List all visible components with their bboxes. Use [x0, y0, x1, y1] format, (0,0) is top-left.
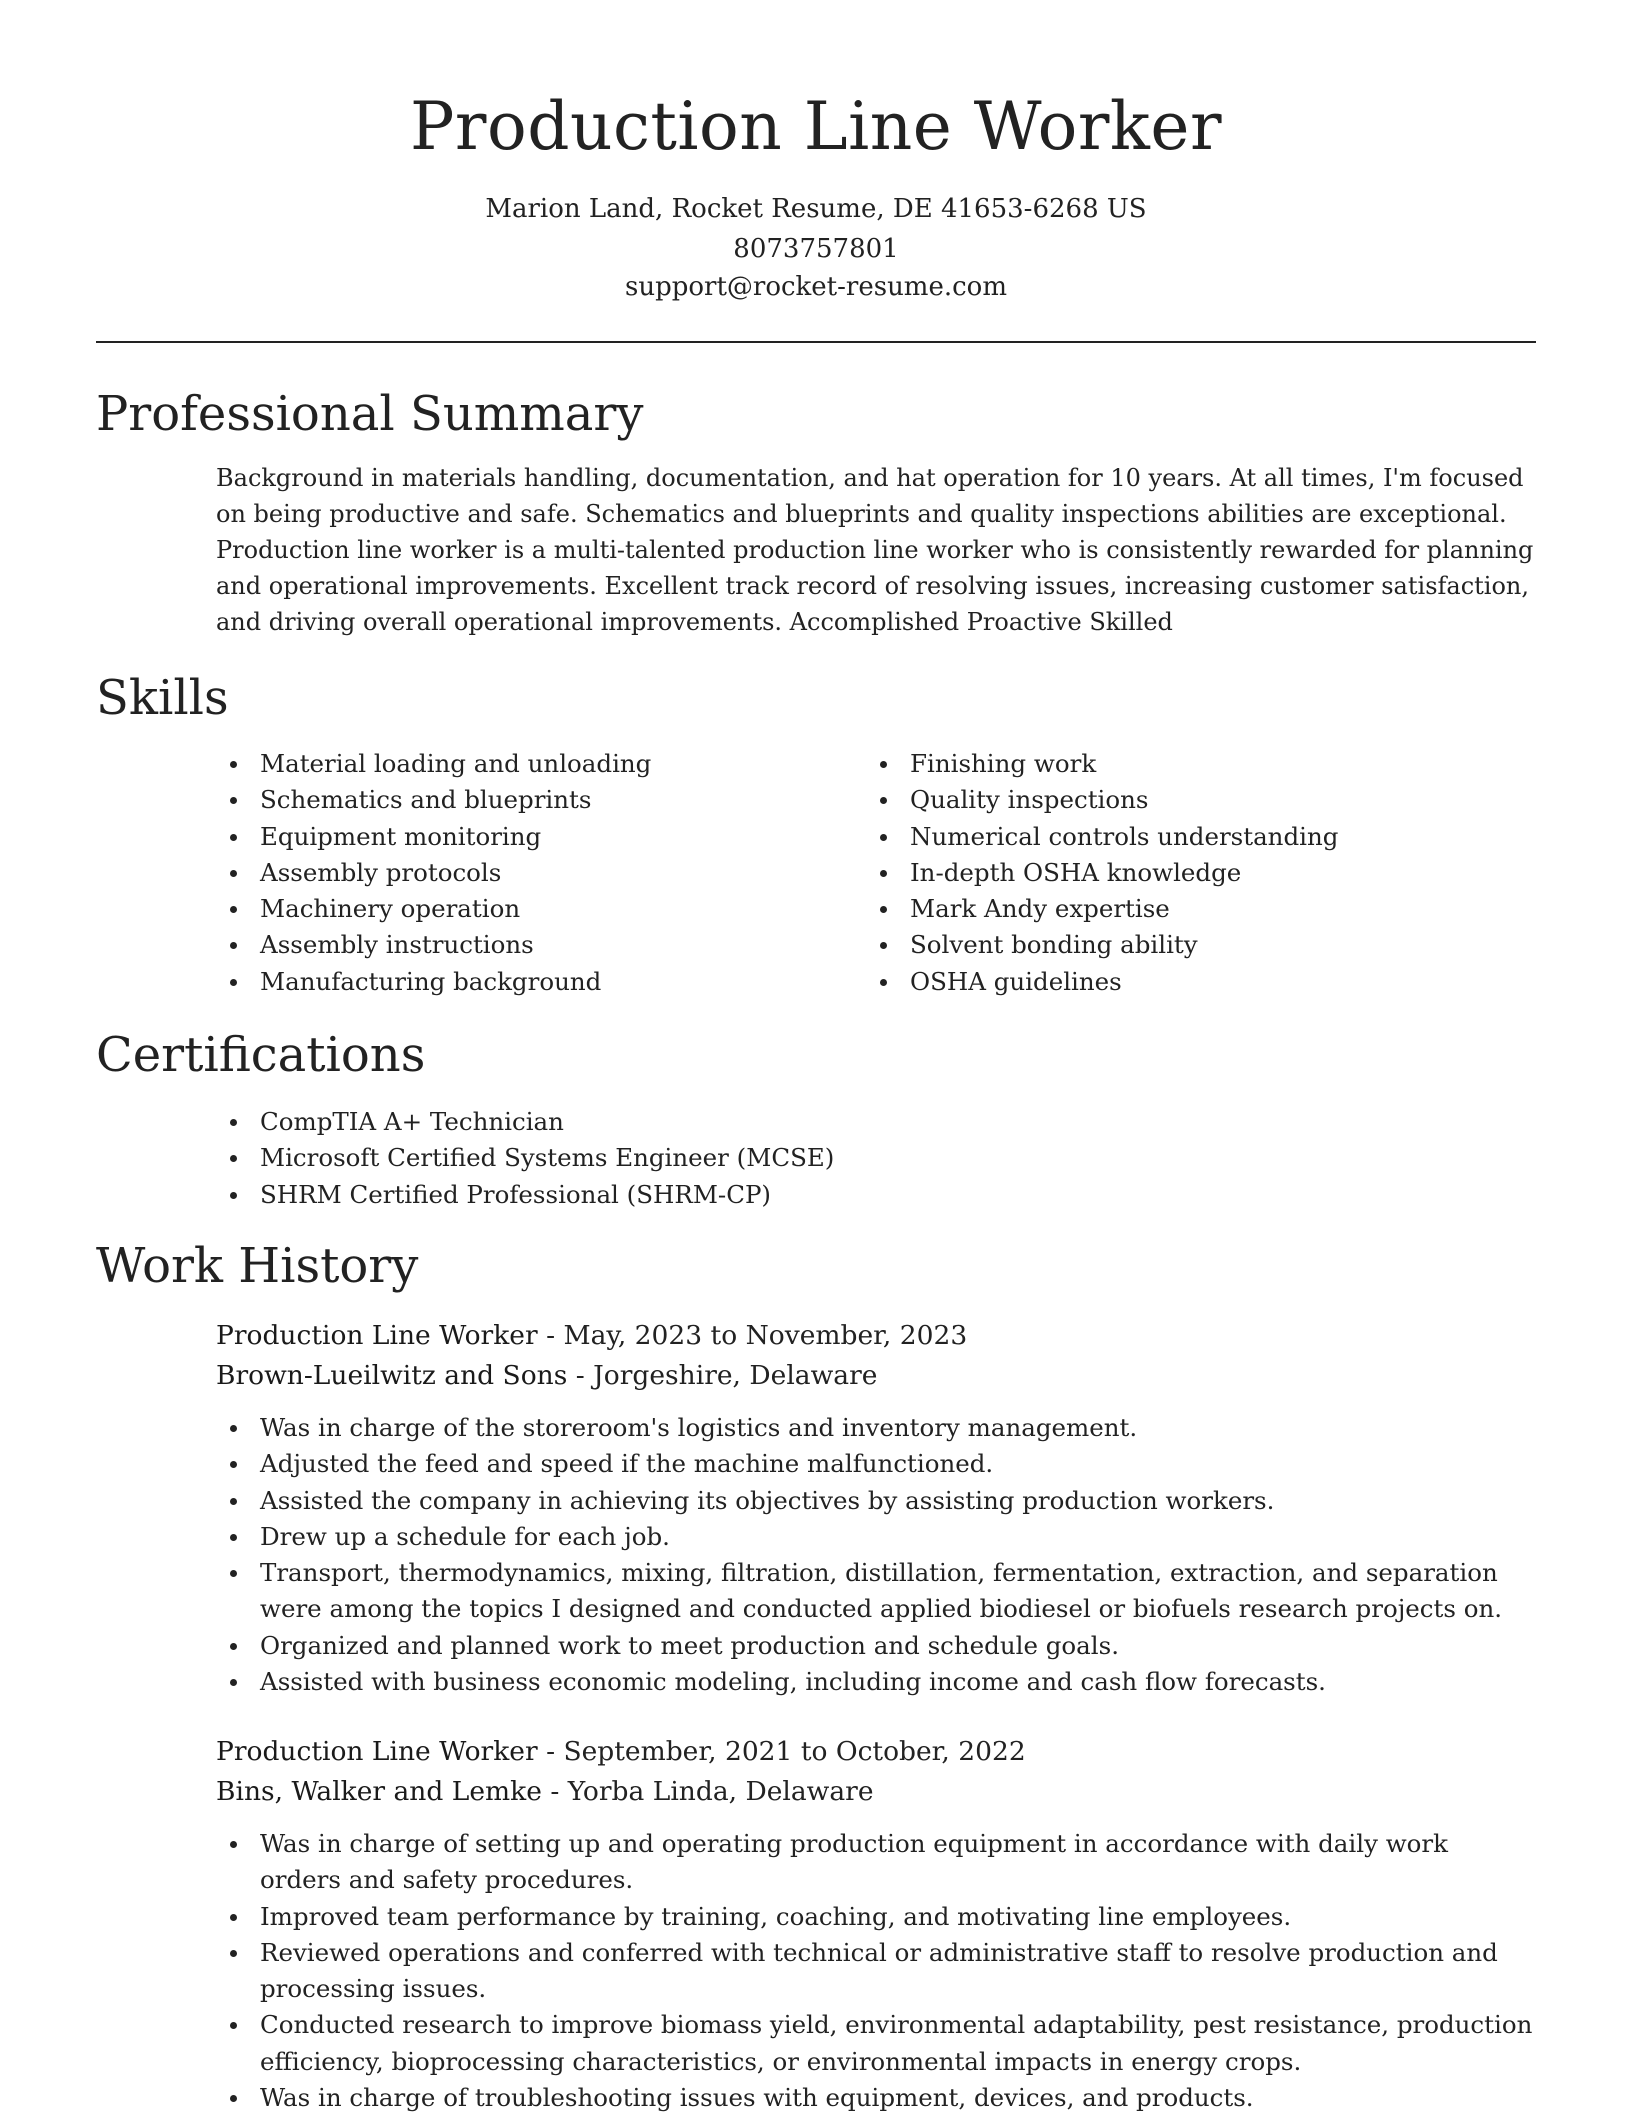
job-company: Bins, Walker and Lemke [216, 1776, 542, 1807]
job-separator: - [550, 1776, 568, 1807]
skill-item: OSHA guidelines [866, 964, 1526, 1000]
skills-title: Skills [96, 670, 229, 726]
job-location: Jorgeshire, Delaware [593, 1360, 878, 1391]
contact-address: Marion Land, Rocket Resume, DE 41653-6268 US [485, 194, 1147, 224]
skill-item: Finishing work [866, 746, 1526, 782]
skill-item: Numerical controls understanding [866, 819, 1526, 855]
job-company: Brown-Lueilwitz and Sons [216, 1360, 568, 1391]
summary-title: Professional Summary [96, 386, 644, 442]
resume-name: Production Line Worker [410, 88, 1222, 165]
skills-list-left [216, 746, 816, 1000]
skill-item: Equipment monitoring [216, 819, 816, 855]
job-bullet: Was in charge of the storeroom's logistics and inventory management. [216, 1410, 1536, 1446]
job-company-line [216, 1356, 877, 1396]
job-bullet: Drew up a schedule for each job. [216, 1519, 1536, 1555]
skill-item: Mark Andy expertise [866, 891, 1526, 927]
job-bullet: Transport, thermodynamics, mixing, filtration, distillation, fermentation, extraction, and separation were among the topics I designed and conducted applied biodiesel or biofuels research projects on. [216, 1555, 1536, 1628]
summary-text: Background in materials handling, documentation, and hat operation for 10 years. At all times, I'm focused on being productive and safe. Schematics and blueprints and quality inspections abilities are exceptional. Production line worker is a multi-talented production line worker who is consistently rewarded for planning and operational improvements. Excellent track record of resolving issues, increasing customer satisfaction, and driving overall operational improvements. Accomplished Proactive Skilled [216, 464, 1534, 636]
job-bullet: Was in charge of setting up and operating production equipment in accordance with daily work orders and safety procedures. [216, 1826, 1536, 1899]
job-title-line [216, 1732, 1026, 1772]
job-dates: May, 2023 to November, 2023 [563, 1320, 968, 1351]
job-role: Production Line Worker [216, 1736, 538, 1767]
job-separator: - [575, 1360, 594, 1391]
certification-item: Microsoft Certified Systems Engineer (MCSE) [216, 1140, 1516, 1176]
skills-list-right [866, 746, 1526, 1000]
job-separator: - [546, 1736, 564, 1767]
job-separator: - [546, 1320, 564, 1351]
skill-item: Quality inspections [866, 782, 1526, 818]
skill-item: Assembly instructions [216, 927, 816, 963]
skill-item: Solvent bonding ability [866, 927, 1526, 963]
skill-item: Schematics and blueprints [216, 782, 816, 818]
skill-item: Material loading and unloading [216, 746, 816, 782]
contact-phone: 8073757801 [733, 234, 899, 264]
job-bullet: Improved team performance by training, coaching, and motivating line employees. [216, 1899, 1536, 1935]
job-bullet: Adjusted the feed and speed if the machine malfunctioned. [216, 1446, 1536, 1482]
job-bullet: Reviewed operations and conferred with technical or administrative staff to resolve production and processing issues. [216, 1935, 1536, 2008]
job-role: Production Line Worker [216, 1320, 538, 1351]
contact-email: support@rocket-resume.com [624, 272, 1007, 302]
job-dates: September, 2021 to October, 2022 [563, 1736, 1026, 1767]
work-history-title: Work History [96, 1238, 419, 1294]
certification-item: CompTIA A+ Technician [216, 1104, 1516, 1140]
job-bullets [216, 1826, 1536, 2116]
skill-item: Assembly protocols [216, 855, 816, 891]
job-location: Yorba Linda, Delaware [567, 1776, 874, 1807]
job-company-line [216, 1772, 874, 1812]
job-bullets [216, 1410, 1536, 1700]
skill-item: Manufacturing background [216, 964, 816, 1000]
job-bullet: Assisted the company in achieving its objectives by assisting production workers. [216, 1483, 1536, 1519]
certifications-title: Certifications [96, 1027, 426, 1083]
certifications-list [216, 1104, 1516, 1213]
job-title-line [216, 1316, 967, 1356]
job-bullet: Conducted research to improve biomass yield, environmental adaptability, pest resistance, production efficiency, bioprocessing characteristics, or environmental impacts in energy crops. [216, 2007, 1536, 2080]
header-divider [96, 341, 1536, 343]
job-bullet: Assisted with business economic modeling, including income and cash flow forecasts. [216, 1664, 1536, 1700]
job-bullet: Was in charge of troubleshooting issues with equipment, devices, and products. [216, 2080, 1536, 2116]
skill-item: In-depth OSHA knowledge [866, 855, 1526, 891]
skill-item: Machinery operation [216, 891, 816, 927]
certification-item: SHRM Certified Professional (SHRM-CP) [216, 1177, 1516, 1213]
job-bullet: Organized and planned work to meet production and schedule goals. [216, 1628, 1536, 1664]
